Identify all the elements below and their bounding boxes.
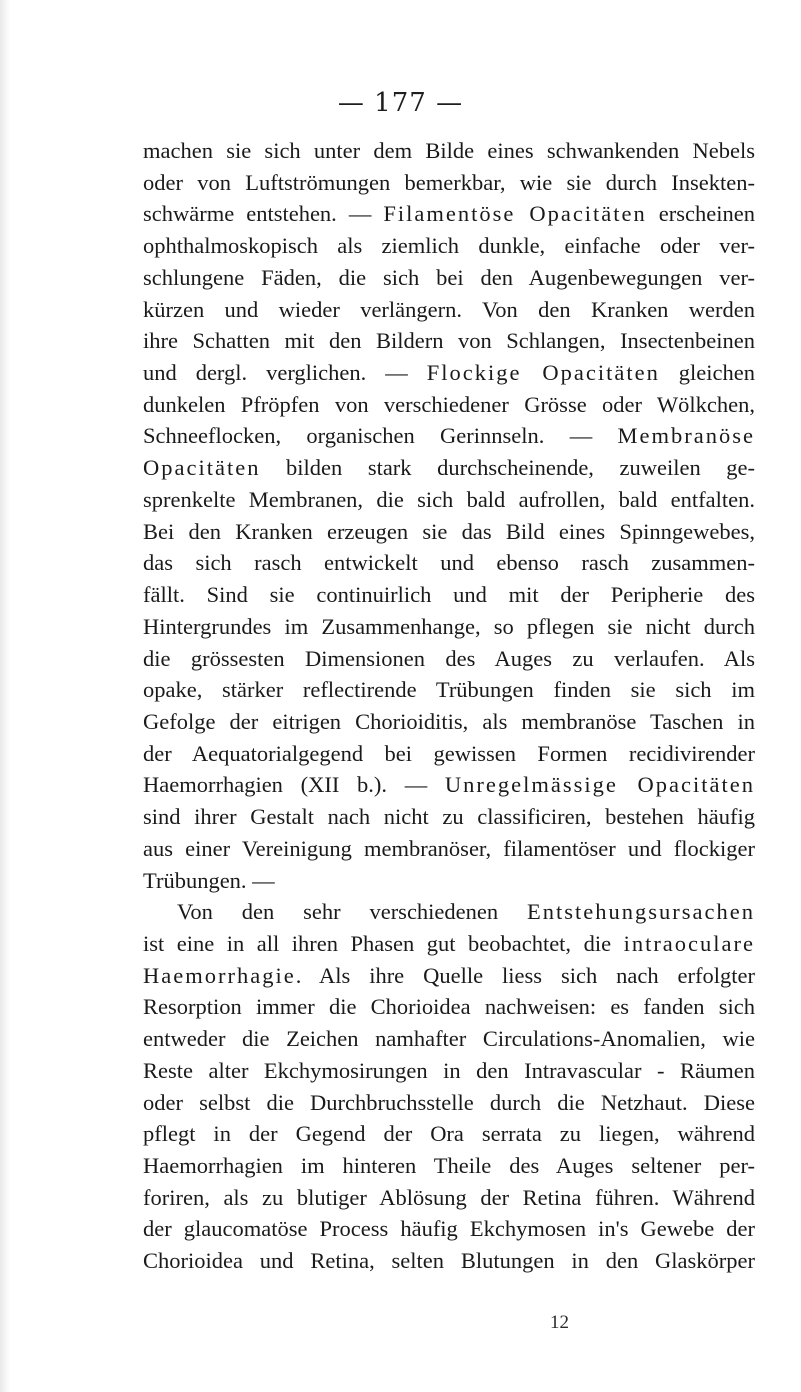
text-line: Haemorrhagien im hinteren Theile des Auges seltener per-: [143, 1153, 755, 1178]
text-line: opake, stärker reflectirende Trübungen finden sie sich im: [143, 677, 755, 703]
text-line: Bei den Kranken erzeugen sie das Bild eines Spinngewebes,: [143, 518, 755, 544]
text-line: dunkelen Pfröpfen von verschiedener Grösse oder Wölkchen,: [143, 391, 755, 417]
text-line: Von den sehr verschiedenen Entstehungsursachen: [177, 899, 755, 925]
spaced-term: Membranöse: [617, 423, 755, 449]
signature-mark: 12: [550, 1312, 569, 1333]
text-line: oder von Luftströmungen bemerkbar, wie sie durch Insekten-: [143, 169, 755, 195]
text-line: der Aequatorialgegend bei gewissen Formen recidivirender: [143, 740, 755, 766]
text-line: machen sie sich unter dem Bilde eines schwankenden Nebels: [143, 138, 755, 163]
text-line: ihre Schatten mit den Bildern von Schlangen, Insectenbeinen: [143, 328, 755, 354]
text-line: Resorption immer die Chorioidea nachweisen: es fanden sich: [143, 994, 755, 1020]
text-line: Opacitäten bilden stark durchscheinende, zuweilen ge-: [143, 455, 755, 481]
text-line: kürzen und wieder verlängern. Von den Kranken werden: [143, 296, 755, 322]
spaced-term: Entstehungsursachen: [527, 899, 755, 925]
text-line: Chorioidea und Retina, selten Blutungen in den Glaskörper: [143, 1248, 755, 1274]
spaced-term: Unregelmässige Opacitäten: [444, 772, 755, 798]
text-line: entweder die Zeichen namhafter Circulations-Anomalien, wie: [143, 1026, 755, 1052]
text-line: Gefolge der eitrigen Chorioiditis, als membranöse Taschen in: [143, 708, 755, 734]
text-line: oder selbst die Durchbruchsstelle durch die Netzhaut. Diese: [143, 1089, 755, 1115]
text-line: aus einer Vereinigung membranöser, filamentöser und flockiger: [143, 835, 755, 861]
text-line: und dergl. verglichen. — Flockige Opacitäten gleichen: [143, 360, 755, 386]
body-text: [143, 135, 755, 1277]
text-line: sind ihrer Gestalt nach nicht zu classificiren, bestehen häufig: [143, 804, 755, 830]
page-edge-shadow: [0, 0, 10, 1392]
text-line: Hintergrundes im Zusammenhange, so pflegen sie nicht durch: [143, 613, 755, 639]
spaced-term: Opacitäten: [143, 455, 261, 481]
text-line: Reste alter Ekchymosirungen in den Intravascular - Räumen: [143, 1057, 755, 1083]
text-line: schlungene Fäden, die sich bei den Augenbewegungen ver-: [143, 264, 755, 290]
text-line: der glaucomatöse Process häufig Ekchymosen in's Gewebe der: [143, 1216, 755, 1242]
text-line: Haemorrhagien (XII b.). — Unregelmässige Opacitäten: [143, 772, 755, 798]
text-line: Haemorrhagie. Als ihre Quelle liess sich nach erfolgter: [143, 962, 755, 988]
text-line: pflegt in der Gegend der Ora serrata zu liegen, während: [143, 1121, 755, 1147]
text-line: die grössesten Dimensionen des Auges zu verlaufen. Als: [143, 645, 755, 671]
text-line: ophthalmoskopisch als ziemlich dunkle, einfache oder ver-: [143, 233, 755, 259]
text-line: Schneeflocken, organischen Gerinnseln. — Membranöse: [143, 423, 755, 449]
text-line: foriren, als zu blutiger Ablösung der Retina führen. Während: [143, 1184, 755, 1210]
text-line: sprenkelte Membranen, die sich bald aufrollen, bald entfalten.: [143, 486, 755, 512]
spaced-term: Haemorrhagie: [143, 962, 296, 988]
text-line: ist eine in all ihren Phasen gut beobachtet, die intraoculare: [143, 930, 755, 956]
spaced-term: intraoculare: [623, 930, 755, 956]
page-number-header: — 177 —: [337, 88, 464, 118]
text-line: Trübungen. —: [143, 867, 275, 893]
text-line: schwärme entstehen. — Filamentöse Opacitäten erscheinen: [143, 201, 756, 227]
spaced-term: Flockige Opacitäten: [426, 360, 660, 386]
text-line: das sich rasch entwickelt und ebenso rasch zusammen-: [143, 550, 755, 576]
text-line: fällt. Sind sie continuirlich und mit der Peripherie des: [143, 582, 755, 608]
spaced-term: Filamentöse Opacitäten: [383, 201, 647, 227]
